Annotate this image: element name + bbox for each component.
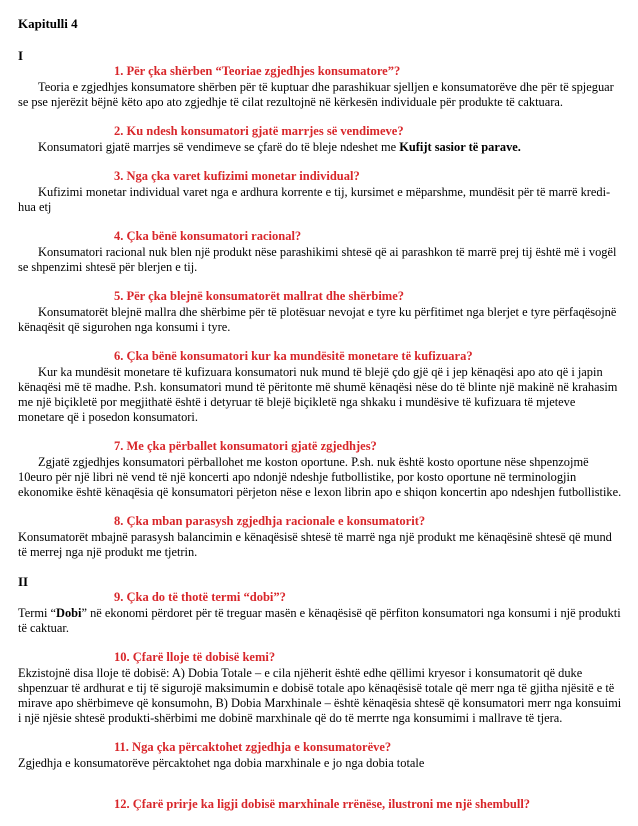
qa-item-8: [18, 514, 622, 560]
answer-2-text: Konsumatori gjatë marrjes së vendimeve se çfarë do të bleje ndeshet me: [38, 140, 400, 154]
qa-item-7: [18, 439, 622, 500]
qa-item-10: [18, 650, 622, 726]
question-10: 10. Çfarë lloje të dobisë kemi?: [114, 650, 276, 664]
question-9: 9. Çka do të thotë termi “dobi”?: [114, 590, 286, 604]
question-11: 11. Nga çka përcaktohet zgjedhja e konsumatorëve?: [114, 740, 392, 754]
question-7: 7. Me çka përballet konsumatori gjatë zgjedhjes?: [114, 439, 377, 453]
answer-9: [18, 606, 622, 636]
qa-item-9: [18, 590, 622, 636]
chapter-title: Kapitulli 4: [18, 16, 78, 31]
spacer: [18, 785, 622, 797]
section-label-1: I: [18, 48, 24, 63]
answer-3: Kufizimi monetar individual varet nga e ardhura korrente e tij, kursimet e mëparshme, mundësit për të marrë kredi-hua etj: [18, 185, 611, 214]
qa-item-6: [18, 349, 622, 425]
question-4: 4. Çka bënë konsumatori racional?: [114, 229, 302, 243]
question-5: 5. Për çka blejnë konsumatorët mallrat dhe shërbime?: [114, 289, 405, 303]
question-3: 3. Nga çka varet kufizimi monetar individual?: [114, 169, 360, 183]
question-12: 12. Çfarë prirje ka ligji dobisë marxhinale rrënëse, ilustroni me një shembull?: [114, 797, 531, 811]
question-1: 1. Për çka shërben “Teoriae zgjedhjes konsumatore”?: [114, 64, 401, 78]
answer-7: Zgjatë zgjedhjes konsumatori përballohet me koston oportune. P.sh. nuk është kosto oportune nëse shpenzojmë 10euro për një libri në vend të një koncerti apo ndonjë ndeshje futbollistike, por kosto oportune në terminologjin ekonomike është kënaqësia që konsumatori përjeton nëse e lexon librin apo e shiqon koncertin apo ndeshjen futbollistike.: [18, 455, 622, 499]
answer-9-pre: Termi “: [18, 606, 57, 620]
answer-2: [18, 140, 622, 155]
qa-item-4: [18, 229, 622, 275]
answer-2-bold: Kufijt sasior të parave.: [399, 140, 521, 154]
answer-1: Teoria e zgjedhjes konsumatore shërben për të kuptuar dhe parashikuar sjelljen e konsumatorëve dhe për të spjeguar se pse njerëzit bëjnë këto apo ato zgjedhje të cilat rezultojnë në kërkesën individuale për produkte të caktuara.: [18, 80, 614, 109]
qa-item-11: [18, 740, 622, 771]
answer-9-bold: Dobi: [56, 606, 82, 620]
qa-item-2: [18, 124, 622, 155]
section-label-2: II: [18, 574, 29, 589]
answer-8: Konsumatorët mbajnë parasysh balancimin e kënaqësisë shtesë të marrë nga një produkt me kënaqësinë shtesë që mund të merrej nga një produkt me tjetrin.: [18, 530, 612, 559]
qa-item-3: [18, 169, 622, 215]
answer-10: Ekzistojnë disa lloje të dobisë: A) Dobia Totale – e cila njëherit është edhe qëllimi kryesor i konsumatorit që duke shpenzuar të ardhurat e tij të sigurojë maksimumin e dobisë totale apo kënaqësisë totale që merr nga të gjitha njësitë e të mirave apo shërbimeve që konsumohn, B) Dobia Marxhinale – është kënaqësia shtesë që konsumatori merr nga konsuimi i një njësie shtesë produkti-shërbimi me dobinë marxhinale që do të merrte nga konsumimi i mallrave të tjera.: [18, 666, 622, 725]
answer-6: Kur ka mundësit monetare të kufizuara konsumatori nuk mund të blejë çdo gjë që i jep kënaqësi apo ato që i japin kënaqësi më të madhe. P.sh. konsumatori mund të përitonte më shumë kënaqësi nëse do të blinte një makinë në krahasim me një biçikletë por megjithatë është i detyruar të blejë biçikletë nga shkaku i mundësive të kufizuara të mjeteve monetare që i posedon konsumatori.: [18, 365, 618, 424]
answer-11: Zgjedhja e konsumatorëve përcaktohet nga dobia marxhinale e jo nga dobia totale: [18, 756, 425, 770]
question-8: 8. Çka mban parasysh zgjedhja racionale e konsumatorit?: [114, 514, 426, 528]
qa-item-1: [18, 64, 622, 110]
answer-9-post: ” në ekonomi përdoret për të treguar masën e kënaqësisë që përfiton konsumatori nga konsumi i një produkti të caktuar.: [18, 606, 621, 635]
answer-4: Konsumatori racional nuk blen një produkt nëse parashikimi shtesë që ai parashkon të marrë prej tij është më i vogël se shpenzimi shtesë për blerjen e tij.: [18, 245, 617, 274]
qa-item-12: [18, 797, 622, 812]
question-6: 6. Çka bënë konsumatori kur ka mundësitë monetare të kufizuara?: [114, 349, 473, 363]
answer-5: Konsumatorët blejnë mallra dhe shërbime për të plotësuar nevojat e tyre ku përfitimet nga blerjet e tyre përfaqësojnë kënaqësit që sigurohen nga konsumi i tyre.: [18, 305, 617, 334]
question-2: 2. Ku ndesh konsumatori gjatë marrjes së vendimeve?: [114, 124, 404, 138]
qa-item-5: [18, 289, 622, 335]
